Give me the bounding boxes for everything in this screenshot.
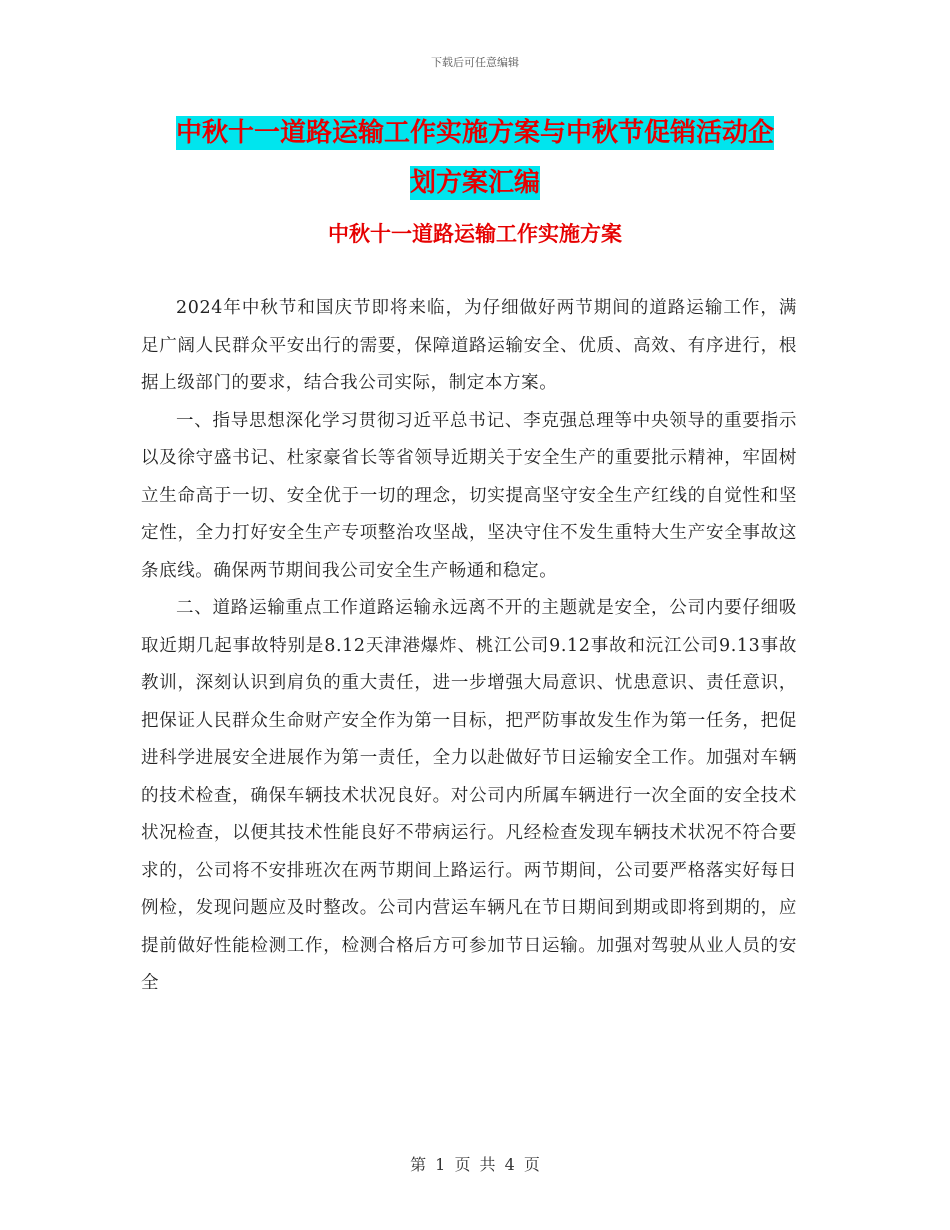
header-note: 下载后可任意编辑: [431, 56, 519, 69]
document-title-line1: 中秋十一道路运输工作实施方案与中秋节促销活动企: [175, 118, 774, 148]
document-body: [141, 290, 797, 1003]
paragraph-intro: 2024年中秋节和国庆节即将来临，为仔细做好两节期间的道路运输工作，满足广阔人民群众平安出行的需要，保障道路运输安全、优质、高效、有序进行，根据上级部门的要求，结合我公司实际，制定本方案。: [141, 298, 797, 393]
paragraph-guiding-thought: 一、指导思想深化学习贯彻习近平总书记、李克强总理等中央领导的重要指示以及徐守盛书记、杜家豪省长等省领导近期关于安全生产的重要批示精神，牢固树立生命高于一切、安全优于一切的理念，切实提高坚守安全生产红线的自觉性和坚定性，全力打好安全生产专项整治攻坚战，坚决守住不发生重特大生产安全事故这条底线。确保两节期间我公司安全生产畅通和稳定。: [141, 410, 797, 581]
document-title: [140, 108, 810, 208]
section-title: 中秋十一道路运输工作实施方案: [328, 222, 622, 246]
paragraph-key-work: 二、道路运输重点工作道路运输永远离不开的主题就是安全，公司内要仔细吸取近期几起事故特别是8.12天津港爆炸、桃江公司9.12事故和沅江公司9.13事故教训，深刻认识到肩负的重大责任，进一步增强大局意识、忧患意识、责任意识，把保证人民群众生命财产安全作为第一目标，把严防事故发生作为第一任务，把促进科学进展安全进展作为第一责任，全力以赴做好节日运输安全工作。加强对车辆的技术检查，确保车辆技术状况良好。对公司内所属车辆进行一次全面的安全技术状况检查，以便其技术性能良好不带病运行。凡经检查发现车辆技术状况不符合要求的，公司将不安排班次在两节期间上路运行。两节期间，公司要严格落实好每日例检，发现问题应及时整改。公司内营运车辆凡在节日期间到期或即将到期的，应提前做好性能检测工作，检测合格后方可参加节日运输。加强对驾驶从业人员的安全: [141, 598, 797, 993]
document-title-line2: 划方案汇编: [409, 168, 540, 198]
page-number: 第 1 页 共 4 页: [410, 1155, 540, 1174]
